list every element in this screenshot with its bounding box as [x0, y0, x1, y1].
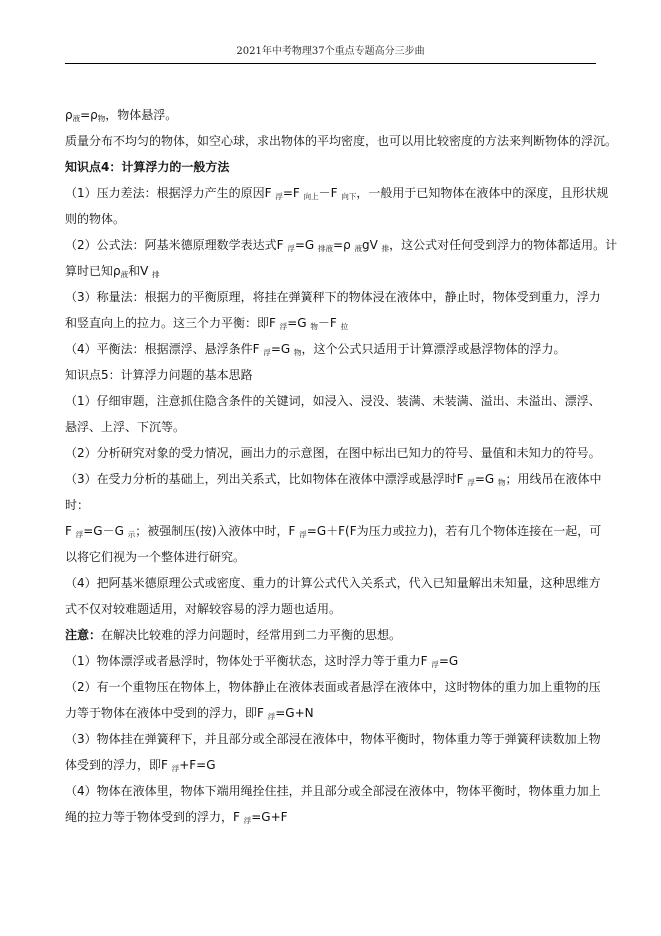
text-run: 体受到的浮力，即F [65, 758, 172, 772]
text-run: （4）平衡法：根据漂浮、悬浮条件F [65, 342, 264, 356]
text-run: ，这公式对任何受到浮力的物体都适用。计 [389, 238, 618, 252]
subscript: 物 [310, 322, 318, 331]
subscript: 浮 [75, 530, 84, 539]
text-run: 在解决比较难的浮力问题时，经常用到二力平衡的思想。 [101, 628, 402, 642]
text-run: （3）在受力分析的基础上，列出关系式，比如物体在液体中漂浮或悬浮时F [65, 472, 468, 486]
subscript: 浮 [267, 712, 276, 721]
text-line [65, 180, 609, 206]
subscript: 拉 [340, 322, 349, 331]
subscript: 排 [152, 270, 160, 279]
text-run: （3）称量法：根据力的平衡原理，将挂在弹簧秤下的物体浸在液体中，静止时，物体受到重力，浮力 [65, 290, 601, 304]
subscript: 浮 [243, 816, 252, 825]
text-run: 绳的拉力等于物体受到的浮力，F [65, 810, 244, 824]
text-line [65, 778, 601, 804]
text-line [65, 492, 596, 518]
text-line [65, 622, 596, 648]
text-run: =G－G [83, 524, 128, 538]
header-rule [65, 63, 596, 64]
subscript: 液 [120, 270, 129, 279]
subscript: 浮 [171, 764, 180, 773]
text-run: +F=G [179, 758, 216, 772]
text-line [65, 102, 596, 128]
subscript: 示 [127, 530, 136, 539]
text-line [65, 232, 618, 258]
subscript: 液 [354, 244, 363, 253]
text-run: ；用线吊在液体中 [505, 472, 602, 486]
heading-text: 注意： [65, 628, 102, 642]
text-run: （2）分析研究对象的受力情况，画出力的示意图，在图中标出已知力的符号、量值和未知力的符号。 [65, 446, 601, 460]
text-line [65, 154, 596, 180]
subscript: 浮 [263, 348, 271, 357]
text-line [65, 596, 596, 622]
text-run: =G＋F(F为压力或拉力)，若有几个物体连接在一起，可 [306, 524, 602, 538]
text-line [65, 440, 601, 466]
text-run: =G [270, 342, 295, 356]
text-run: =ρ [80, 108, 98, 122]
text-run: 质量分布不均匀的物体，如空心球，求出物体的平均密度，也可以用比较密度的方法来判断物体的浮沉。 [65, 134, 618, 148]
text-line [65, 310, 596, 336]
document-body [65, 102, 618, 830]
subscript: 浮 [431, 660, 439, 669]
text-line [65, 128, 618, 154]
text-run: （1）压力差法：根据浮力产生的原因F [65, 186, 276, 200]
text-line [65, 804, 596, 830]
text-line [65, 284, 601, 310]
text-run: =G+N [275, 706, 314, 720]
text-run: 算时已知ρ [65, 264, 121, 278]
text-line [65, 388, 601, 414]
text-line [65, 362, 596, 388]
subscript: 浮 [275, 192, 283, 201]
text-run: （1）仔细审题，注意抓住隐含条件的关键词，如浸入、浸没、装满、未装满、溢出、未溢出、漂浮、 [65, 394, 601, 408]
text-run: （2）公式法：阿基米德原理数学表达式F [65, 238, 288, 252]
text-run: －F [318, 186, 342, 200]
text-run: 以将它们视为一个整体进行研究。 [65, 550, 246, 564]
text-run: ，这个公式只适用于计算漂浮或悬浮物体的浮力。 [301, 342, 566, 356]
subscript: 物 [294, 348, 302, 357]
page-header-title: 2021年中考物理37个重点专题高分三步曲 [236, 46, 425, 57]
text-line [65, 518, 602, 544]
text-run: =ρ [333, 238, 355, 252]
text-line [65, 206, 596, 232]
text-run: =G+F [251, 810, 288, 824]
text-run: =G [474, 472, 499, 486]
text-run: ，物体悬浮。 [105, 108, 178, 122]
text-run: 力等于物体在液体中受到的浮力，即F [65, 706, 268, 720]
text-run: 式不仅对较难题适用，对解较容易的浮力题也适用。 [65, 602, 342, 616]
subscript: 向下 [341, 192, 357, 201]
text-run: （2）有一个重物压在物体上，物体静止在液体表面或者悬浮在液体中，这时物体的重力加上重物的压 [65, 680, 601, 694]
subscript: 物 [97, 114, 106, 123]
text-run: 时： [65, 498, 90, 512]
text-line [65, 544, 596, 570]
text-run: 和V [128, 264, 153, 278]
text-run: （1）物体漂浮或者悬浮时，物体处于平衡状态，这时浮力等于重力F [65, 654, 432, 668]
subscript: 浮 [299, 530, 307, 539]
text-run: =G [294, 238, 319, 252]
text-line [65, 674, 601, 700]
text-run: =G [287, 316, 311, 330]
text-run: （3）物体挂在弹簧秤下，并且部分或全部浸在液体中，物体平衡时，物体重力等于弹簧秤读数加上物 [65, 732, 601, 746]
text-run: =F [282, 186, 304, 200]
text-line [65, 466, 602, 492]
text-line [65, 648, 596, 674]
text-run: 知识点5：计算浮力问题的基本思路 [65, 368, 253, 382]
text-run: gV [362, 238, 382, 252]
text-run: （4）物体在液体里，物体下端用绳拴住挂，并且部分或全部浸在液体中，物体平衡时，物体重力加上 [65, 784, 601, 798]
text-run: ；被强制压(按)入液体中时，F [135, 524, 300, 538]
subscript: 物 [498, 478, 506, 487]
text-run: 悬浮、上浮、下沉等。 [65, 420, 186, 434]
text-run: =G [438, 654, 459, 668]
heading-text: 计算浮力的一般方法 [121, 160, 230, 174]
subscript: 浮 [287, 244, 295, 253]
text-run: 和竖直向上的拉力。这三个力平衡：即F [65, 316, 280, 330]
text-run: －F [317, 316, 341, 330]
text-line [65, 700, 596, 726]
text-run: ，一般用于已知物体在液体中的深度，且形状规 [356, 186, 609, 200]
subscript: 排 [381, 244, 390, 253]
text-line [65, 414, 596, 440]
subscript: 液 [72, 114, 81, 123]
text-line [65, 570, 601, 596]
text-run: ρ [65, 108, 73, 122]
text-line [65, 258, 596, 284]
subscript: 浮 [467, 478, 475, 487]
subscript: 排液 [318, 244, 334, 253]
text-run: F [65, 524, 76, 538]
subscript: 向上 [303, 192, 319, 201]
text-line [65, 752, 596, 778]
heading-text: 知识点4： [65, 160, 122, 174]
text-run: （4）把阿基米德原理公式或密度、重力的计算公式代入关系式，代入已知量解出未知量，这种思维方 [65, 576, 601, 590]
subscript: 浮 [279, 322, 288, 331]
text-line [65, 336, 596, 362]
text-run: 则的物体。 [65, 212, 126, 226]
text-line [65, 726, 601, 752]
